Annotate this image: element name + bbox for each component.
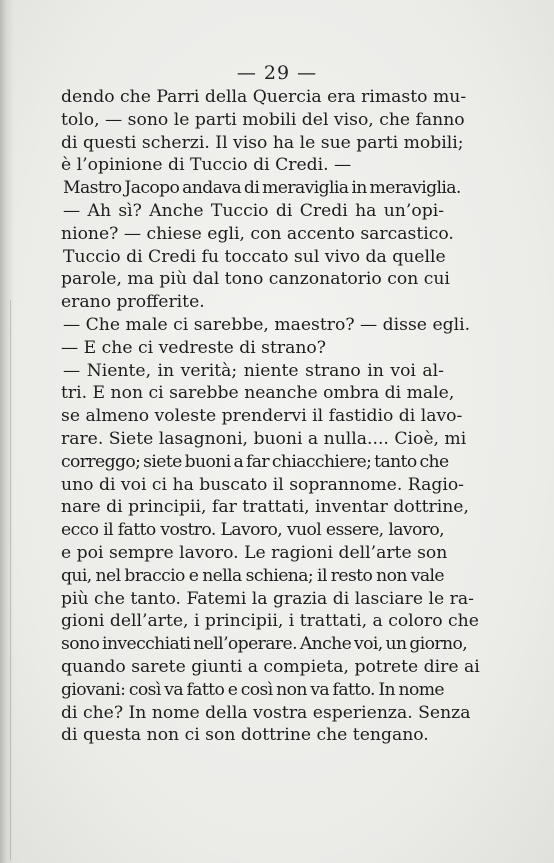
text-line: correggo; siete buoni a far chiacchiere; tanto che — [61, 451, 449, 472]
text-line: di che? In nome della vostra esperienza. Senza — [61, 702, 471, 723]
text-line: di questa non ci son dottrine che tengano. — [61, 725, 429, 746]
text-line: sono invecchiati nell’operare. Anche voi, un giorno, — [61, 634, 468, 655]
text-line: tri. E non ci sarebbe neanche ombra di male, — [61, 383, 455, 404]
text-line: qui, nel braccio e nella schiena; il resto non vale — [61, 565, 444, 586]
text-line: dendo che Parri della Quercia era rimasto mu- — [61, 87, 467, 107]
text-line: più che tanto. Fatemi la grazia di lasciare le ra- — [61, 588, 474, 609]
body-text — [61, 86, 480, 747]
text-line: — Ah sì? Anche Tuccio di Credi ha un’opi- — [63, 200, 444, 221]
text-line: giovani: così va fatto e così non va fatto. In nome — [61, 679, 444, 700]
text-line: — Niente, in verità; niente strano in voi al- — [63, 360, 444, 381]
text-line: nione? — chiese egli, con accento sarcastico. — [61, 223, 454, 244]
text-line: rare. Siete lasagnoni, buoni a nulla.... Cioè, mi — [61, 428, 467, 449]
text-line: Mastro Jacopo andava di meraviglia in meraviglia. — [63, 178, 461, 199]
text-line: Tuccio di Credi fu toccato sul vivo da quelle — [63, 246, 446, 267]
text-line: tolo, — sono le parti mobili del viso, che fanno — [61, 109, 465, 130]
text-line: gioni dell’arte, i principii, i trattati, a coloro che — [61, 611, 479, 632]
text-line: parole, ma più dal tono canzonatorio con cui — [61, 269, 450, 290]
page-number: — 29 — — [236, 62, 318, 84]
text-line: nare di principii, far trattati, inventar dottrine, — [61, 497, 469, 518]
text-line: se almeno voleste prendervi il fastidio di lavo- — [61, 406, 463, 427]
text-line: quando sarete giunti a compieta, potrete dire ai — [61, 656, 480, 677]
spine-shadow — [0, 0, 14, 863]
text-line: — Che male ci sarebbe, maestro? — disse egli. — [63, 314, 471, 335]
text-line: di questi scherzi. Il viso ha le sue parti mobili; — [61, 132, 464, 153]
spine-edge — [10, 300, 11, 860]
text-line: uno di voi ci ha buscato il soprannome. Ragio- — [61, 474, 464, 495]
text-line: — E che ci vedreste di strano? — [61, 337, 326, 358]
text-line: ecco il fatto vostro. Lavoro, vuol essere, lavoro, — [61, 520, 444, 541]
text-line: erano profferite. — [61, 292, 205, 313]
text-line: è l’opinione di Tuccio di Credi. — — [61, 155, 352, 176]
text-line: e poi sempre lavoro. Le ragioni dell’arte son — [61, 542, 448, 563]
